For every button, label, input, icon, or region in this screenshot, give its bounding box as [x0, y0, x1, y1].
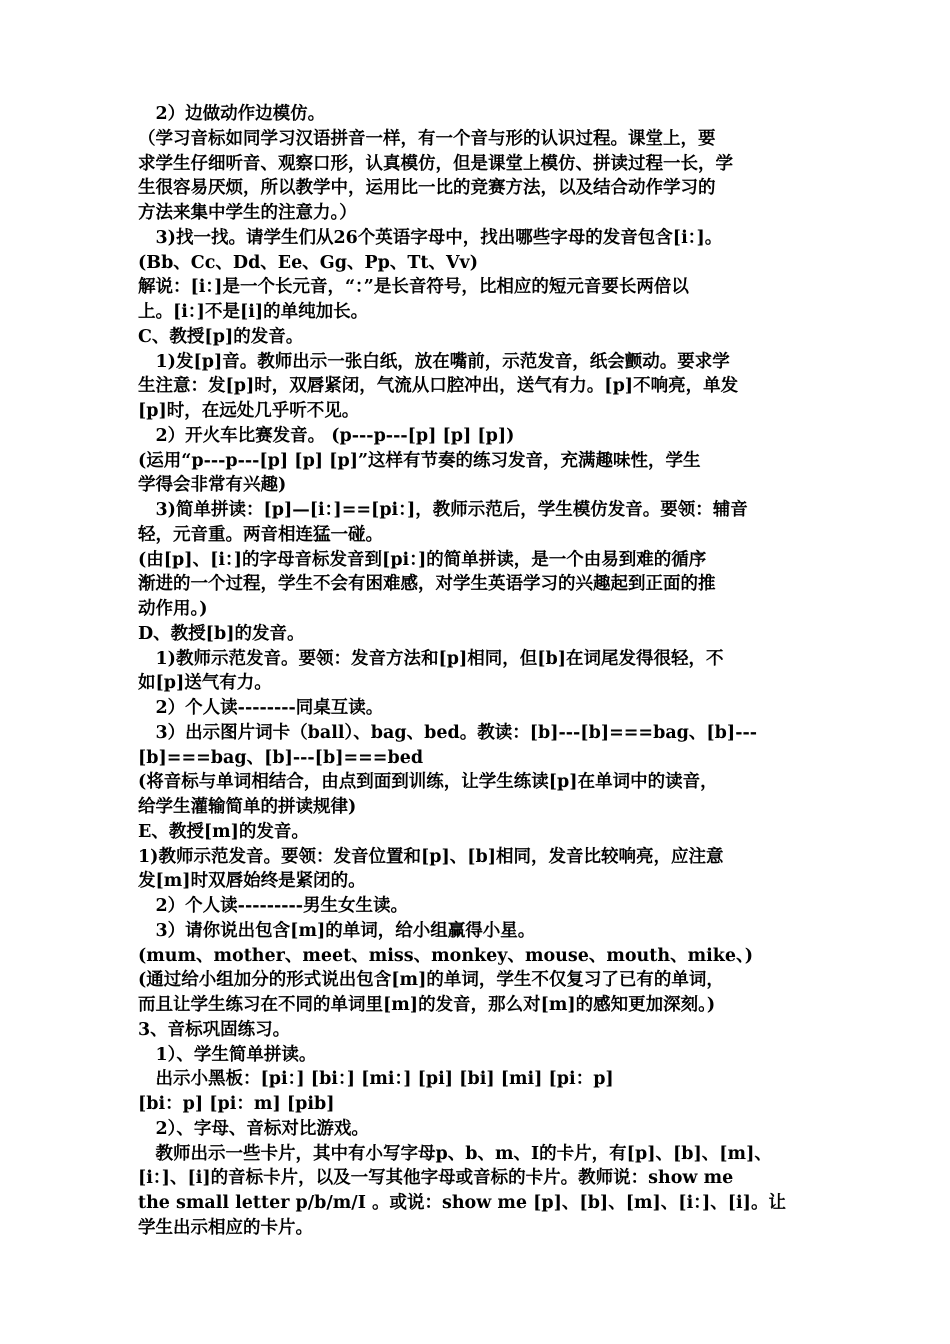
section-heading: D、教授[b]的发音。	[138, 624, 305, 644]
text-line: 轻，元音重。两音相连猛一碰。	[138, 525, 383, 545]
text-line: 3)简单拼读：[p]—[i：]==[pi：]，教师示范后，学生模仿发音。要领：辅音	[138, 500, 748, 520]
text-line: 1）、学生简单拼读。	[138, 1045, 317, 1065]
text-line: 生注意：发[p]时，双唇紧闭，气流从口腔冲出，送气有力。[p]不响亮，单发	[138, 376, 739, 396]
text-line: 2）边做动作边模仿。	[138, 104, 326, 124]
text-line: 解说：[i：]是一个长元音，“：”是长音符号，比相应的短元音要长两倍以	[138, 277, 689, 297]
text-line: (将音标与单词相结合，由点到面到训练，让学生练读[p]在单词中的读音，	[138, 772, 718, 792]
text-line: 学生出示相应的卡片。	[138, 1218, 313, 1238]
text-line: (mum、mother、meet、miss、monkey、mouse、mouth、mike、)	[138, 946, 754, 966]
text-line: 给学生灌输简单的拼读规律)	[138, 797, 357, 817]
text-line: 如[p]送气有力。	[138, 673, 272, 693]
text-line: (运用“p---p---[p] [p] [p]”这样有节奏的练习发音，充满趣味性，学生	[138, 451, 701, 471]
text-line: 1)发[p]音。教师出示一张白纸，放在嘴前，示范发音，纸会颤动。要求学	[138, 352, 730, 372]
text-line: 3）出示图片词卡（ball）、bag、bed。教读：[b]---[b]===bag、[b]---	[138, 723, 757, 743]
section-heading: E、教授[m]的发音。	[138, 822, 309, 842]
text-line: 求学生仔细听音、观察口形，认真模仿，但是课堂上模仿、拼读过程一长，学	[138, 154, 733, 174]
text-line: 2）开火车比赛发音。 (p---p---[p] [p] [p])	[138, 426, 515, 446]
section-heading: C、教授[p]的发音。	[138, 327, 304, 347]
text-line: [bi：p] [pi：m] [pib]	[138, 1094, 335, 1114]
text-line: [p]时，在远处几乎听不见。	[138, 401, 360, 421]
text-line: 出示小黑板：[pi：] [bi：] [mi：] [pi] [bi] [mi] [pi：p]	[138, 1069, 614, 1089]
text-line: 3）请你说出包含[m]的单词，给小组赢得小星。	[138, 921, 536, 941]
text-line: (由[p]、[i：]的字母音标发音到[pi：]的简单拼读，是一个由易到难的循序	[138, 550, 707, 570]
text-line: 生很容易厌烦，所以教学中，运用比一比的竞赛方法，以及结合动作学习的	[138, 178, 716, 198]
section-heading: 3、音标巩固练习。	[138, 1020, 291, 1040]
text-line: 方法来集中学生的注意力。）	[138, 203, 357, 223]
text-line: 1)教师示范发音。要领：发音方法和[p]相同，但[b]在词尾发得很轻，不	[138, 649, 724, 669]
text-line: 3)找一找。请学生们从26个英语字母中，找出哪些字母的发音包含[i：]。	[138, 228, 723, 248]
text-line: 1)教师示范发音。要领：发音位置和[p]、[b]相同，发音比较响亮，应注意	[138, 847, 724, 867]
text-line: 2）个人读--------同桌互读。	[138, 698, 384, 718]
text-line: 上。[i：]不是[i]的单纯加长。	[138, 302, 369, 322]
text-line: (通过给小组加分的形式说出包含[m]的单词，学生不仅复习了已有的单词，	[138, 970, 724, 990]
text-line: 2）个人读---------男生女生读。	[138, 896, 409, 916]
text-line: 动作用。)	[138, 599, 208, 619]
text-line: 学得会非常有兴趣)	[138, 475, 287, 495]
text-line: the small letter p/b/m/I 。或说：show me [p]、[b]、[m]、[i：]、[i]。让	[138, 1193, 786, 1213]
text-line: 而且让学生练习在不同的单词里[m]的发音，那么对[m]的感知更加深刻。)	[138, 995, 716, 1015]
text-line: 教师出示一些卡片，其中有小写字母p、b、m、I的卡片，有[p]、[b]、[m]、	[138, 1144, 772, 1164]
text-line: 渐进的一个过程，学生不会有困难感，对学生英语学习的兴趣起到正面的推	[138, 574, 716, 594]
text-line: 2）、字母、音标对比游戏。	[138, 1119, 369, 1139]
text-line: [i：]、[i]的音标卡片，以及一写其他字母或音标的卡片。教师说：show me	[138, 1168, 734, 1188]
text-line: 发[m]时双唇始终是紧闭的。	[138, 871, 366, 891]
text-line: (Bb、Cc、Dd、Ee、Gg、Pp、Tt、Vv)	[138, 253, 478, 273]
text-line: [b]===bag、[b]---[b]===bed	[138, 748, 424, 768]
text-line: （学习音标如同学习汉语拼音一样，有一个音与形的认识过程。课堂上，要	[138, 129, 716, 149]
